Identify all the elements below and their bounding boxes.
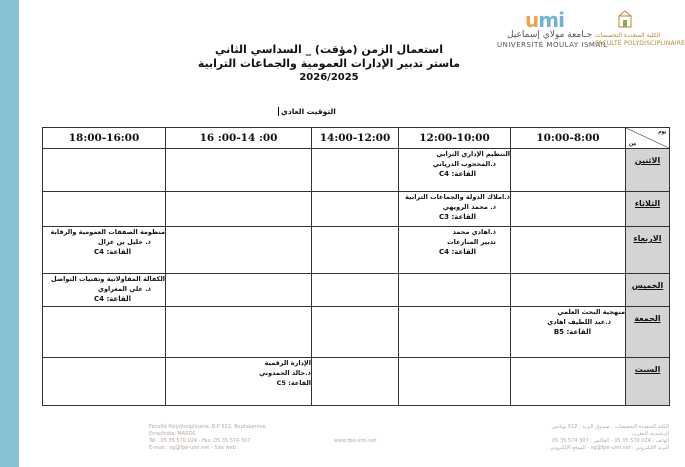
course-name: التنظيم الإداري الترابي — [436, 150, 510, 158]
cell-mon-5 — [43, 149, 166, 192]
faculty-name-arabic: الكلية المتعددة التخصصات — [595, 32, 661, 39]
time-header-4: 16 :00-14 :00 — [166, 128, 312, 149]
day-saturday: السبت — [626, 358, 670, 406]
cell-thu-1 — [511, 274, 626, 307]
page-footer — [149, 420, 669, 460]
cell-fri-1 — [511, 307, 626, 358]
cell-fri-5 — [43, 307, 166, 358]
university-name-french: UNIVERSITÉ MOULAY ISMAIL — [497, 41, 608, 49]
schedule-type-label: التوقيت العادي — [278, 107, 336, 116]
room-label: القاعة: C4 — [439, 248, 476, 256]
room-label: القاعة: C4 — [94, 295, 131, 303]
cell-sat-4 — [166, 358, 312, 406]
day-thursday: الخميس — [626, 274, 670, 307]
university-name-arabic: جـامعة مولاي إسماعيل — [507, 30, 593, 40]
cell-mon-4 — [166, 149, 312, 192]
timetable — [42, 127, 670, 406]
corner-time-label: من — [629, 141, 637, 147]
room-label: القاعة: B5 — [553, 328, 591, 336]
day-tuesday: الثلاثاء — [626, 192, 670, 227]
cell-thu-3 — [312, 274, 399, 307]
cell-tue-5 — [43, 192, 166, 227]
course-name: منهجية البحث العلمي — [557, 308, 625, 316]
cell-sat-5 — [43, 358, 166, 406]
time-header-2: 12:00-10:00 — [399, 128, 511, 149]
cell-wed-2 — [399, 227, 511, 274]
program-name: ماستر تدبير الإدارات العمومية والجماعات الترابية — [197, 57, 461, 70]
course-name: الإدارة الرقمية — [264, 359, 311, 367]
course-name: ذ.املاك الدولة والجماعات الترابية — [405, 193, 510, 201]
time-header-3: 14:00-12:00 — [312, 128, 399, 149]
room-label: القاعة: C5 — [276, 379, 311, 387]
corner-day-label: يوم — [658, 129, 666, 135]
document-page — [19, 0, 685, 467]
room-label: القاعة: C4 — [94, 248, 131, 256]
table-row — [43, 149, 670, 192]
cell-wed-5 — [43, 227, 166, 274]
cell-fri-4 — [166, 307, 312, 358]
time-header-1: 10:00-8:00 — [511, 128, 626, 149]
schedule-title: استعمال الزمن (مؤقت) _ السداسي الثاني — [215, 43, 443, 56]
footer-address-french: Faculté Polydisciplinaire, B.P 512, Boutalamine Errachidia, MAROC Tél : 05 35 570 024 - Fax :05 35 574 307 E-mail : sg@fpe-umi.net - Site web : — [149, 424, 266, 451]
header-corner-cell — [626, 128, 670, 149]
cell-wed-1 — [511, 227, 626, 274]
cell-fri-2 — [399, 307, 511, 358]
footer-website: www.fpe-umi.net — [334, 438, 377, 444]
cell-thu-4 — [166, 274, 312, 307]
table-row — [43, 274, 670, 307]
teacher-name: ذ.خالد الحمدوني — [259, 369, 311, 377]
teacher-name: ذ.عبد اللطيف اهادي — [547, 318, 611, 326]
course-name: الكفالة المقاولاتية وتقنيات التواصل — [51, 275, 165, 283]
cell-wed-4 — [166, 227, 312, 274]
cell-fri-3 — [312, 307, 399, 358]
teacher-name: ذ.المحجوب الدرياني — [432, 160, 496, 168]
course-name: تدبير المنازعات — [447, 238, 496, 246]
cell-mon-2 — [399, 149, 511, 192]
teacher-name: ذ.اهادي محمد — [452, 228, 496, 236]
university-logo — [497, 8, 608, 49]
cell-tue-4 — [166, 192, 312, 227]
title-block — [179, 42, 479, 85]
faculty-emblem-icon — [617, 10, 633, 28]
cell-sat-2 — [399, 358, 511, 406]
day-wednesday: الاربعاء — [626, 227, 670, 274]
teacher-name: ذ. خليل بن عزال — [97, 238, 151, 246]
umi-logo-word: umi — [525, 8, 564, 32]
cell-sat-3 — [312, 358, 399, 406]
time-header-5: 18:00-16:00 — [43, 128, 166, 149]
table-row — [43, 192, 670, 227]
day-monday: الاثنين — [626, 149, 670, 192]
table-row — [43, 307, 670, 358]
footer-address-arabic: الكلية المتعددة التخصصات ، صندوق البريد : 512 بوتامين الرشيدية، المغرب الهاتف : 024 570 35 05 - الفاكس : 307 574 35 05 البريد الإلكتروني : sg@fpe-umi.net - الموقع الإلكتروني : — [546, 424, 669, 451]
cell-sat-1 — [511, 358, 626, 406]
faculty-logo — [595, 10, 685, 50]
left-accent-bar — [0, 0, 19, 467]
cell-wed-3 — [312, 227, 399, 274]
teacher-name: ذ. علي المغراوي — [98, 285, 151, 293]
teacher-name: ذ. محمد الرويهي — [442, 203, 496, 211]
course-name: منظومة الصفقات العمومية والرقابة — [50, 228, 165, 236]
table-row — [43, 358, 670, 406]
room-label: القاعة: C4 — [439, 170, 476, 178]
table-row — [43, 227, 670, 274]
day-friday: الجمعة — [626, 307, 670, 358]
faculty-name-french: FACULTÉ POLYDISCIPLINAIRE — [595, 40, 685, 47]
cell-mon-1 — [511, 149, 626, 192]
cell-tue-2 — [399, 192, 511, 227]
cell-mon-3 — [312, 149, 399, 192]
cell-tue-1 — [511, 192, 626, 227]
room-label: القاعة: C3 — [439, 213, 476, 221]
cell-thu-2 — [399, 274, 511, 307]
cell-thu-5 — [43, 274, 166, 307]
cell-tue-3 — [312, 192, 399, 227]
academic-year: 2026/2025 — [299, 72, 359, 83]
